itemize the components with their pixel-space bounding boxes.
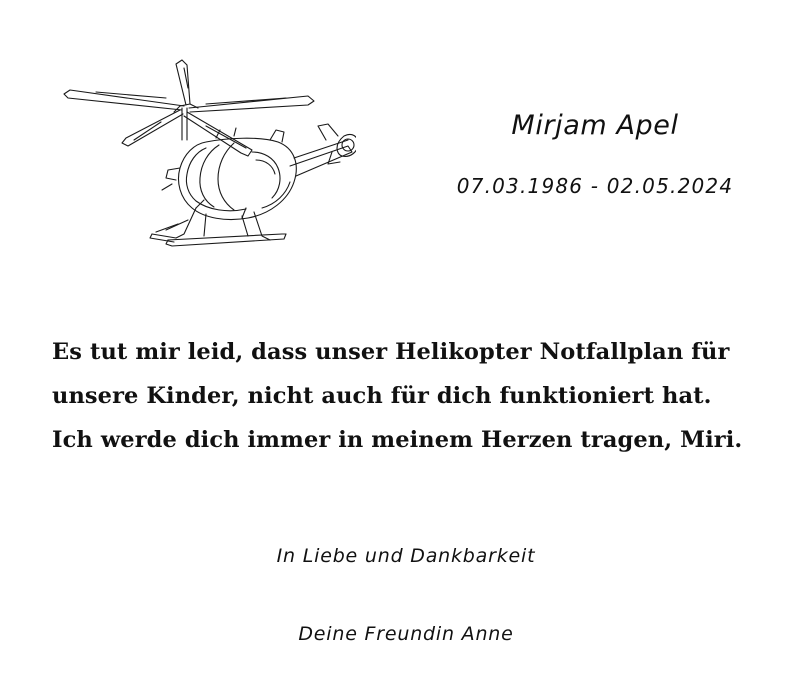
message-line-3: Ich werde dich immer in meinem Herzen tragen, Miri.: [52, 427, 743, 453]
message-line-1: Es tut mir leid, dass unser Helikopter Notfallplan für: [52, 339, 730, 365]
name-block: [420, 110, 770, 198]
memorial-message: [52, 330, 768, 462]
closing-text: In Liebe und Dankbarkeit: [276, 545, 536, 567]
deceased-name: Mirjam Apel: [511, 110, 679, 141]
signature-block: [0, 623, 812, 645]
life-dates: 07.03.1986 - 02.05.2024: [456, 174, 734, 199]
helicopter-illustration: [56, 48, 356, 248]
signature-text: Deine Freundin Anne: [298, 623, 514, 645]
message-line-2: unsere Kinder, nicht auch für dich funktioniert hat.: [52, 383, 712, 409]
closing-block: [0, 545, 812, 567]
